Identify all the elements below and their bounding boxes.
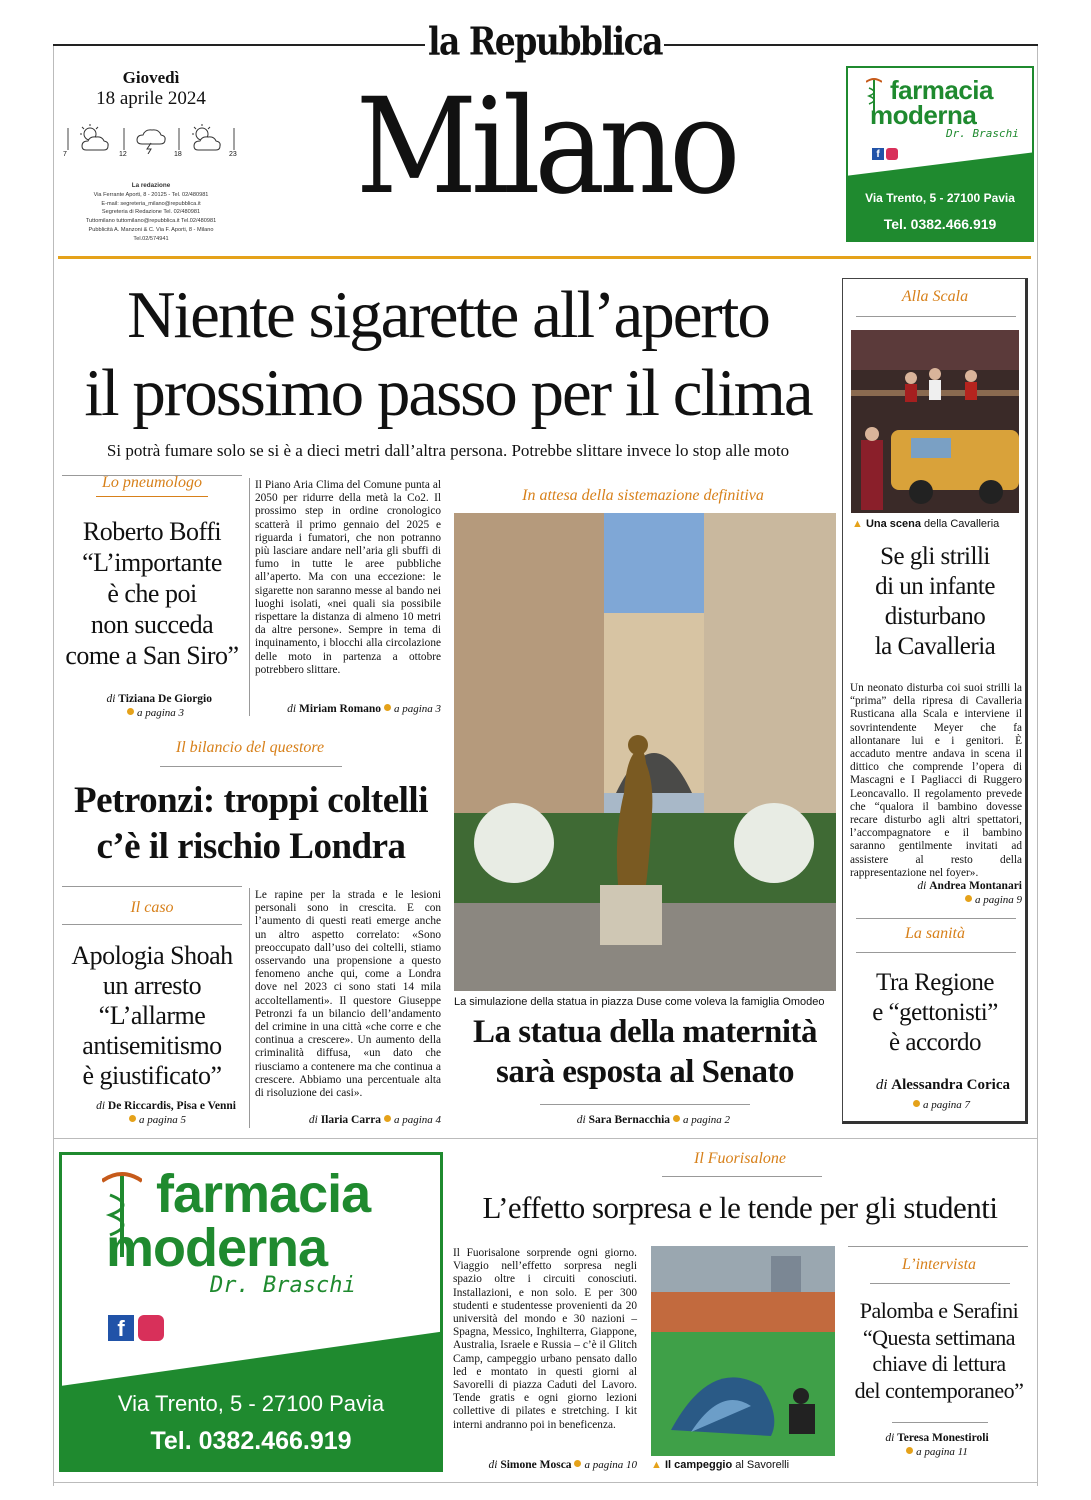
ref-sanita[interactable] — [846, 1099, 970, 1111]
page-ref: a pagina 3 — [136, 707, 184, 719]
rule — [662, 1176, 822, 1177]
byline-fuorisalone — [453, 1459, 637, 1471]
caption-scala — [852, 518, 1028, 530]
byline-prefix: di — [96, 1100, 106, 1112]
temp-1: 7 — [63, 151, 67, 158]
headline-line: come a San Siro” — [65, 641, 239, 670]
rule — [856, 316, 1016, 317]
rule — [848, 1246, 1028, 1247]
kicker-pneumologo: Lo pneumologo — [102, 474, 202, 491]
byline-questore — [255, 1114, 441, 1126]
kicker-fuorisalone: Il Fuorisalone — [694, 1150, 786, 1167]
headline-line: Se gli strilli — [880, 543, 990, 570]
byline-prefix: di — [875, 1077, 888, 1093]
rule — [62, 886, 242, 887]
headline-line: la Cavalleria — [874, 633, 996, 660]
ad-big-phone: Tel. 0382.466.919 — [150, 1427, 352, 1455]
headline-line: Apologia Shoah — [71, 941, 233, 970]
redazione-line: Pubblicità A. Manzoni & C. Via F. Aporti, 8 - Milano — [88, 226, 214, 233]
caption-bold: Il campeggio — [664, 1459, 733, 1471]
masthead-date: 18 aprile 2024 — [96, 88, 206, 109]
caso-headline — [58, 941, 246, 1091]
page-ref: a pagina 10 — [584, 1459, 637, 1471]
page-ref: a pagina 11 — [916, 1446, 968, 1458]
col-divider — [249, 478, 250, 716]
caption-campeggio — [651, 1459, 835, 1471]
lead-title-2: il prossimo passo per il clima — [84, 356, 812, 430]
bottom-rule — [54, 1482, 1037, 1483]
kicker-questore: Il bilancio del questore — [175, 739, 325, 756]
rule — [870, 1283, 1010, 1284]
frame-right — [1037, 46, 1038, 1486]
page-ref: a pagina 4 — [393, 1114, 441, 1126]
byline-intervista — [846, 1432, 1028, 1444]
kicker-scala: Alla Scala — [901, 288, 969, 305]
triangle-icon: ▲ — [651, 1459, 662, 1471]
kicker-caso: Il caso — [130, 899, 174, 916]
temp-3: 18 — [174, 151, 182, 158]
redazione-line: Via Ferrante Aporti, 8 - 20125 - Tel. 02/480981 — [93, 191, 209, 198]
rule — [160, 766, 342, 767]
ad-big-doctor: Dr. Braschi — [210, 1273, 356, 1298]
ad-top[interactable] — [846, 66, 1034, 242]
lead-title-1: Niente sigarette all’aperto — [127, 278, 769, 352]
temp-4: 23 — [229, 151, 237, 158]
headline-line: del contemporaneo” — [854, 1377, 1024, 1403]
headline-line: disturbano — [884, 603, 986, 630]
rule — [856, 918, 1016, 919]
headline-line: è accordo — [889, 1029, 981, 1056]
rule — [62, 924, 242, 925]
instagram-icon — [138, 1315, 164, 1341]
byline-author: Andrea Montanari — [929, 880, 1022, 892]
opera-scene-illustration — [851, 330, 1019, 513]
headline-line: di un infante — [875, 573, 995, 600]
redazione-line: Segreteria di Redazione Tel. 02/480981 — [101, 209, 201, 216]
page-ref: a pagina 7 — [922, 1099, 970, 1111]
byline-prefix: di — [576, 1114, 586, 1126]
kicker-sanita: La sanità — [904, 925, 965, 942]
redazione-title: La redazione — [131, 182, 171, 189]
byline-statua — [450, 1114, 730, 1126]
ad-big-address: Via Trento, 5 - 27100 Pavia — [117, 1391, 385, 1416]
temp-2: 12 — [119, 151, 127, 158]
pneumologo-headline — [58, 516, 246, 671]
headline-line: è che poi — [107, 579, 197, 608]
byline-author: Ilaria Carra — [320, 1114, 382, 1126]
frame-left — [53, 46, 54, 1486]
section-rule — [54, 1138, 1037, 1139]
scala-body: Un neonato disturba coi suoi strilli la “prima” della ripresa di Cavalleria Rusticana alla Scala e interviene il sovrintendente Meyer che fa allontanare lui e i genitori. È accaduto mentre andava in scena il dittico che comprende l’opera di Mascagni e I Pagliacci di Ruggero Leoncavallo. Il regolamento prevede che “qualora il bambino dovesse recare disturbo agli altri spettatori, l’accompagnatore e il bambino saranno gentilmente invitati ad assistere al resto della rappresentazione nel foyer». — [850, 682, 1022, 879]
kicker-intervista: L’intervista — [901, 1256, 977, 1273]
ad-big-line1: farmacia — [156, 1164, 371, 1224]
sanita-headline — [846, 968, 1024, 1058]
page-ref: a pagina 2 — [682, 1114, 730, 1126]
page-ref: a pagina 9 — [974, 894, 1022, 906]
redazione-line: Tuttomilano tuttomilano@repubblica.it Tel.02/480981 — [85, 218, 217, 225]
byline-author: Tiziana De Giorgio — [118, 693, 212, 705]
rule — [892, 1422, 988, 1423]
orange-rule — [58, 256, 1031, 259]
masthead-rule-left — [53, 44, 425, 46]
byline-sanita — [846, 1077, 1010, 1094]
col-divider — [249, 888, 250, 1128]
byline-prefix: di — [287, 703, 297, 715]
ad-top-phone: Tel. 0382.466.919 — [883, 216, 997, 232]
redazione-box — [66, 182, 236, 244]
storm-cloud-icon — [134, 124, 168, 158]
brand-logo: la Repubblica — [427, 19, 663, 64]
clima-body: Il Piano Aria Clima del Comune punta al 2050 per ridurre della metà la Co2. Il prossimo step in ordine cronologico scatterà il primo gennaio del 2025 e riguarda i fumatori, che non potranno più lasciare andare nell’aria gli sbuffi di fumo in tutte le aree pubbliche all’aperto. Ma con una eccezione: le sigarette non saranno messe al bando nei luoghi isolati, «nei quali sia possibile rispettare la distanza di almeno 10 metri da altre persone». Sempre in tema di inquinamento, i blocchi alla circolazione delle moto in partenza a ottobre potrebbero slittare. — [255, 479, 441, 676]
tent-illustration — [651, 1246, 835, 1456]
ad-big-line2: moderna — [106, 1218, 328, 1278]
redazione-line: E-mail: segreteria_milano@repubblica.it — [101, 200, 201, 207]
questore-body: Le rapine per la strada e le lesioni personali sono in crescita. E con l’aumento di questi reati emerge anche un altro aspetto correlato: «Sono preoccupato dall’uso dei coltelli, stiamo osservando una propensione a questo fenomeno anche qui, come a Londra dove nel 2023 ci sono stati 14 mila accoltellamenti». Il questore Giuseppe Petronzi fa un bilancio dell’andamento del crimine in una città «che corre e che continua a crescere». Un aumento della criminalità diffusa, «un dato che riusciamo a contenere ma che continua a crescere. Abbiamo una percentuale alta di risoluzione dei casi». — [255, 889, 441, 1100]
instagram-icon — [886, 148, 898, 160]
headline-line: “Questa settimana — [862, 1324, 1016, 1350]
byline-author: Simone Mosca — [500, 1459, 572, 1471]
byline-prefix: di — [106, 693, 116, 705]
masthead-city: Milano — [355, 70, 735, 224]
intervista-headline — [842, 1298, 1036, 1404]
fuorisalone-title: L’effetto sorpresa e le tende per gli studenti — [482, 1190, 998, 1225]
headline-line: non succeda — [90, 610, 214, 639]
ad-top-line2: moderna — [870, 100, 977, 130]
fuorisalone-body: Il Fuorisalone sorprende ogni giorno. Viaggio nell’effetto sorpresa negli spazio oltre i circuiti conosciuti. Installazioni, e non solo. E per 300 studenti e studentesse provenienti da 20 università del mondo e 30 nazioni – Spagna, Messico, Inghilterra, Giappone, Australia, Israele e Russia – c’è il Glitch Camp, campeggio urbano pensato dallo led e montato in questi giorni al Savorelli di piazza Caduti del Lavoro. Tende gratis e ogni giorno lezioni collettive di pilates e stretching. I kit interni andranno poi in beneficenza. — [453, 1247, 637, 1431]
lead-subtitle: Si potrà fumare solo se si è a dieci metri dall’altra persona. Potrebbe slittare invece lo stop alle moto — [106, 441, 790, 460]
caption-statua: La simulazione della statua in piazza Duse come voleva la famiglia Omodeo — [454, 996, 825, 1008]
ref-intervista[interactable] — [846, 1446, 1028, 1458]
headline-line: antisemitismo — [82, 1031, 222, 1060]
headline-line: “L’importante — [82, 548, 222, 577]
byline-pneumologo — [62, 693, 212, 705]
masthead-day: Giovedì — [122, 68, 180, 87]
scala-headline — [846, 542, 1024, 662]
byline-prefix: di — [488, 1459, 498, 1471]
byline-prefix: di — [917, 880, 927, 892]
photo-campeggio[interactable] — [651, 1246, 835, 1456]
byline-author: Alessandra Corica — [891, 1077, 1010, 1093]
photo-scala[interactable] — [851, 330, 1019, 513]
questore-title-2: c’è il rischio Londra — [96, 826, 406, 867]
photo-statua[interactable] — [454, 513, 836, 991]
ref-caso[interactable] — [62, 1114, 186, 1126]
rule — [540, 1104, 750, 1105]
masthead-rule-right — [664, 44, 1038, 46]
caption-regular: della Cavalleria — [924, 518, 1000, 530]
questore-title-1: Petronzi: troppi coltelli — [74, 780, 428, 821]
headline-line: un arresto — [102, 971, 202, 1000]
facebook-icon: f — [872, 148, 884, 160]
ref-pneumologo[interactable] — [62, 707, 184, 719]
caption-regular: al Savorelli — [735, 1459, 790, 1471]
ad-top-doctor: Dr. Braschi — [946, 127, 1019, 140]
ad-top-address: Via Trento, 5 - 27100 Pavia — [865, 191, 1015, 205]
ref-scala[interactable] — [850, 894, 1022, 906]
byline-author: Miriam Romano — [298, 703, 382, 715]
headline-line: è giustificato” — [82, 1061, 222, 1090]
byline-caso — [58, 1100, 236, 1112]
rule — [96, 496, 208, 497]
page-ref: a pagina 5 — [138, 1114, 186, 1126]
sun-cloud-icon — [190, 124, 224, 158]
sun-cloud-icon — [78, 124, 112, 158]
facebook-icon: f — [108, 1315, 134, 1341]
ad-big[interactable] — [59, 1152, 443, 1472]
byline-author: Sara Bernacchia — [588, 1114, 671, 1126]
statua-title-1: La statua della maternità — [472, 1014, 818, 1050]
byline-author: De Riccardis, Pisa e Venni — [107, 1100, 236, 1112]
ad-top-line1: farmacia — [890, 75, 993, 105]
page-ref: a pagina 3 — [393, 703, 441, 715]
rule — [856, 952, 1016, 953]
statua-title-2: sarà esposta al Senato — [496, 1054, 794, 1090]
byline-scala — [850, 880, 1022, 892]
kicker-statua: In attesa della sistemazione definitiva — [522, 487, 764, 504]
byline-prefix: di — [885, 1432, 895, 1444]
headline-line: Roberto Boffi — [82, 517, 222, 546]
byline-prefix: di — [308, 1114, 318, 1126]
redazione-line: Tel.02/574941 — [133, 235, 169, 242]
byline-clima — [255, 703, 441, 715]
byline-author: Teresa Monestiroli — [897, 1432, 989, 1444]
headline-line: e “gettonisti” — [872, 999, 998, 1026]
headline-line: Tra Regione — [876, 969, 994, 996]
headline-line: “L’allarme — [98, 1001, 206, 1030]
headline-line: chiave di lettura — [872, 1351, 1006, 1376]
headline-line: Palomba e Serafini — [859, 1298, 1019, 1323]
triangle-icon: ▲ — [852, 518, 863, 530]
statue-illustration — [454, 513, 836, 991]
caption-bold: Una scena — [865, 518, 921, 530]
